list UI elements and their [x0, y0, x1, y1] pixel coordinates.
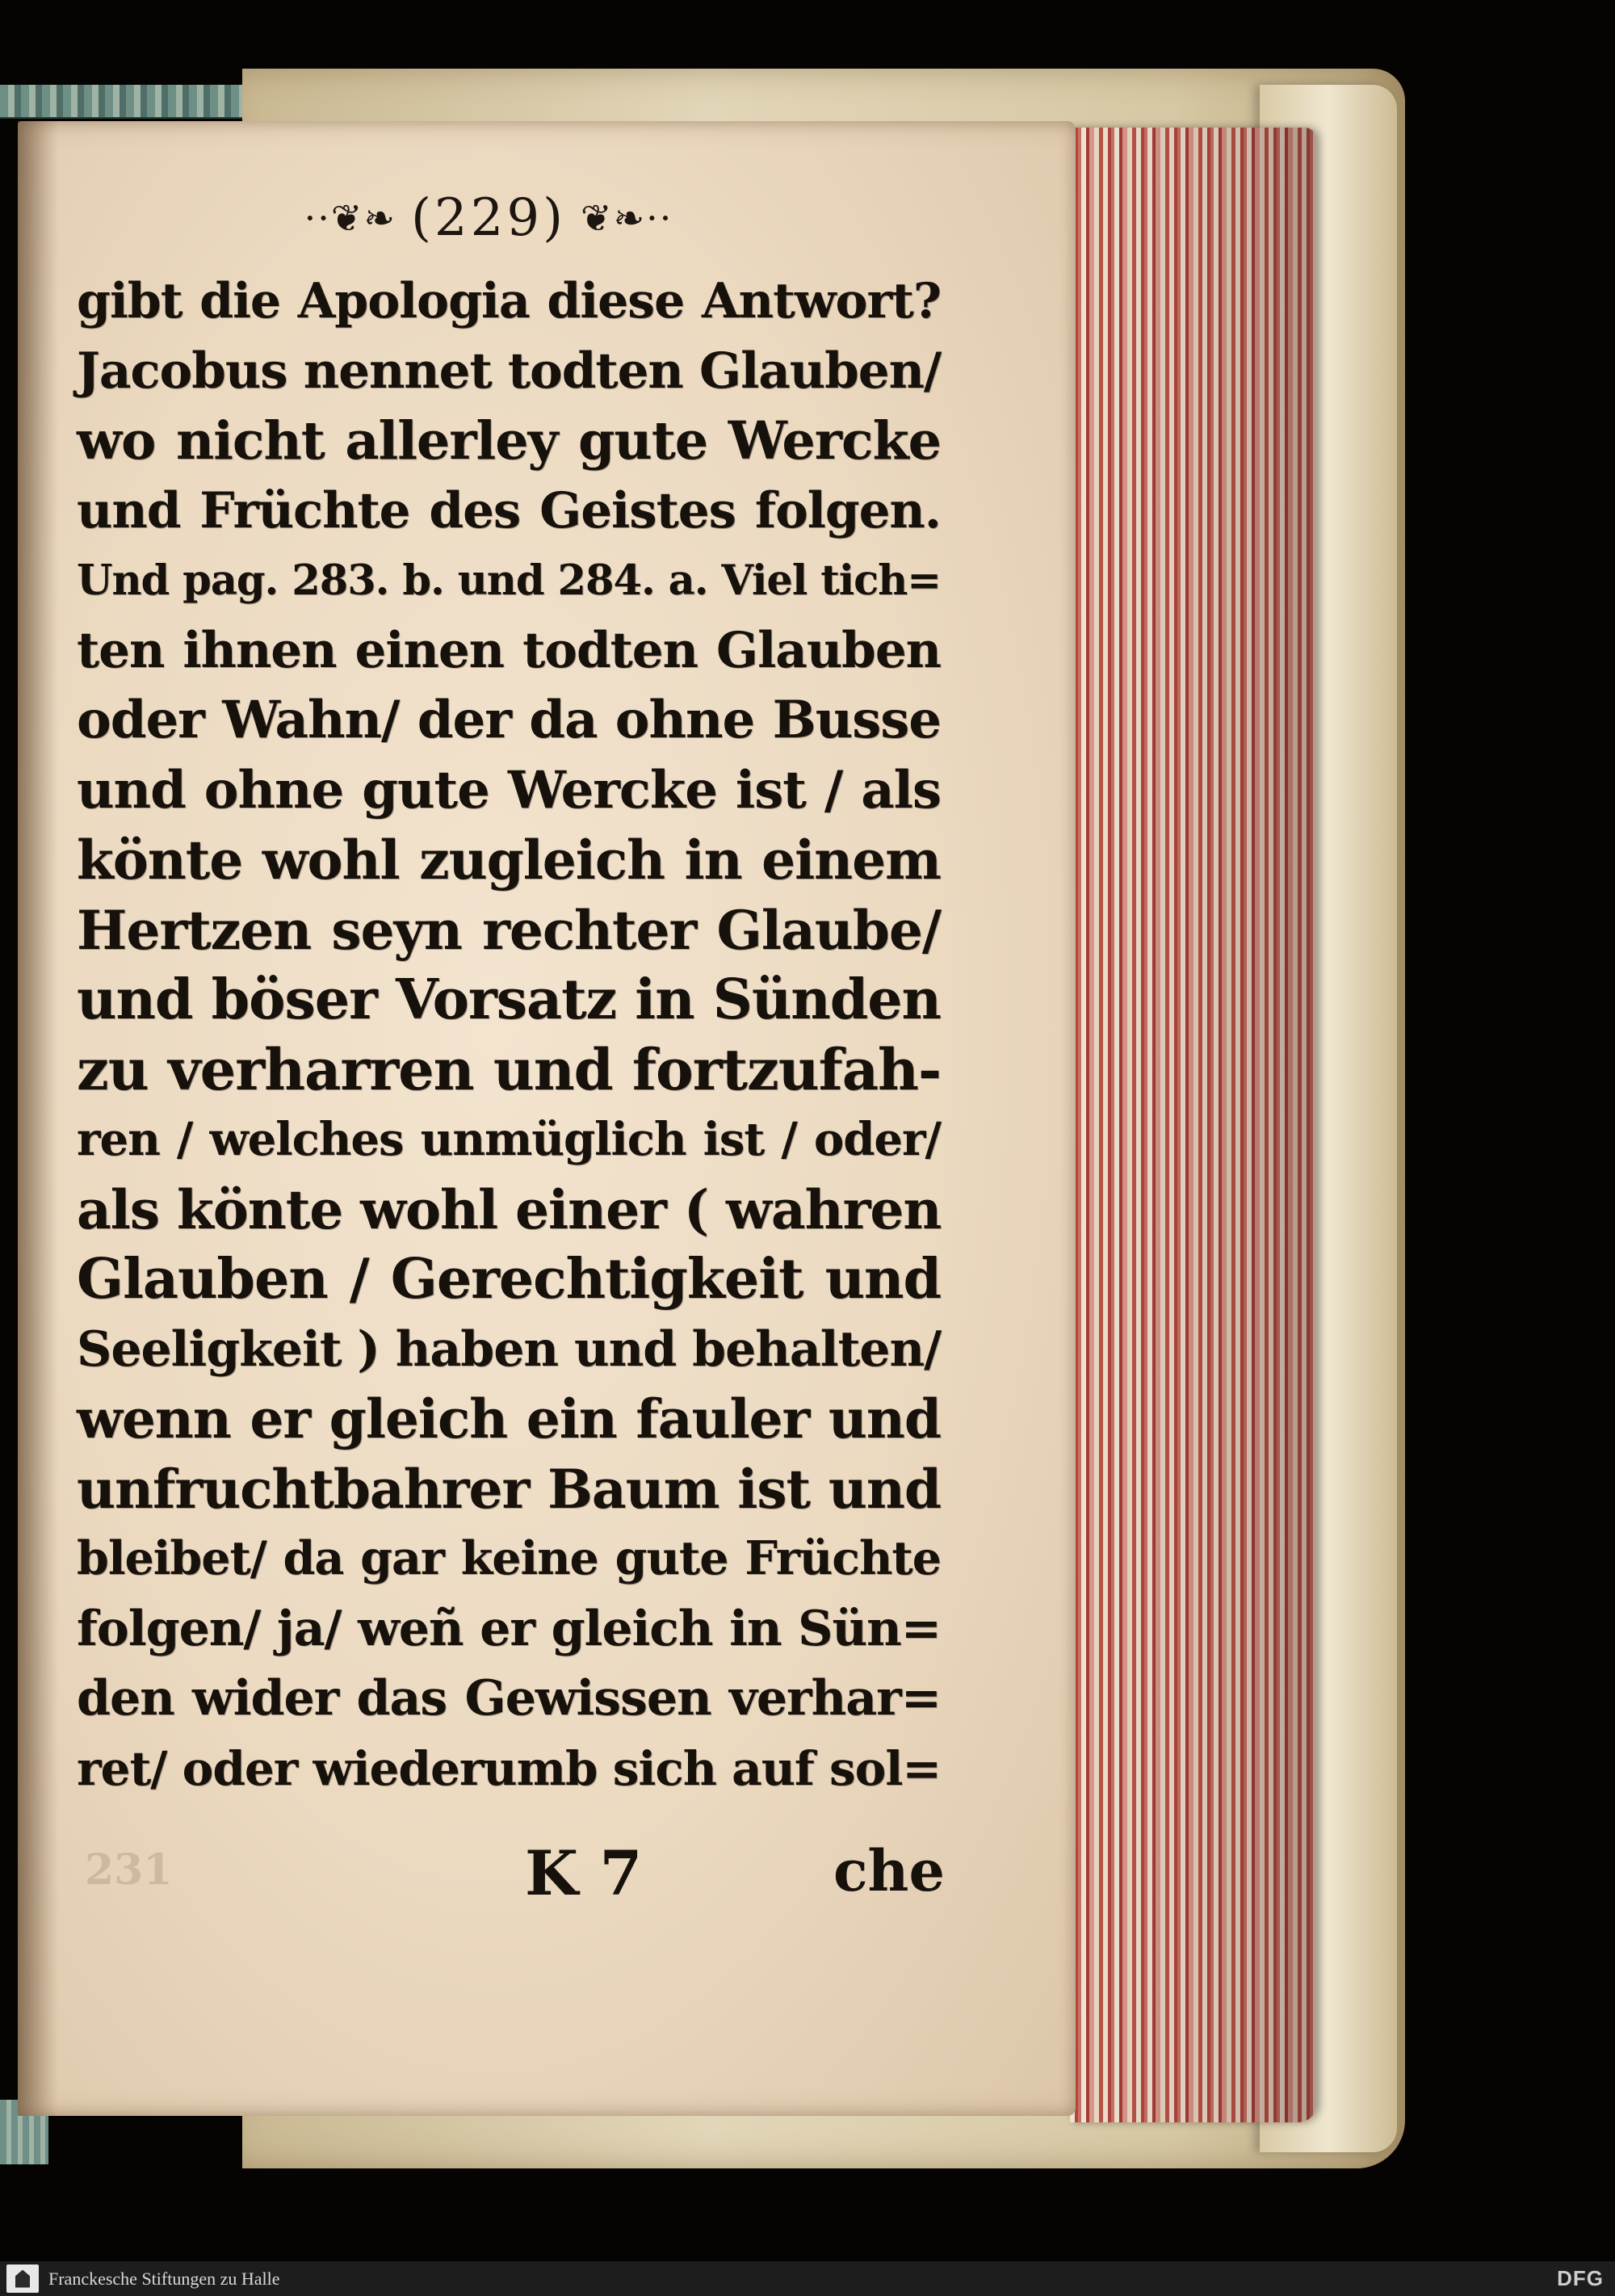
text-line: bleibet/ da gar keine gute Früchte: [77, 1531, 941, 1585]
text-line: oder Wahn/ der da ohne Busse: [77, 690, 941, 750]
text-line: unfruchtbahrer Baum ist und: [77, 1457, 941, 1521]
institution-logo-icon: [6, 2265, 39, 2293]
page-number: (229): [410, 188, 567, 248]
text-line: wenn er gleich ein fauler und: [77, 1387, 941, 1450]
catchword: che: [833, 1837, 945, 1904]
show-through-page-number: 231: [85, 1845, 173, 1895]
text-line: zu verharren und fortzufah-: [77, 1035, 941, 1103]
page-footer: [77, 1837, 945, 1910]
page-header: [287, 186, 690, 250]
text-line: Jacobus nennet todten Glauben/: [77, 342, 942, 400]
ornament-left: ··❦❧: [304, 196, 396, 240]
text-line: ten ihnen einen todten Glauben: [77, 621, 941, 679]
text-line: Seeligkeit ) haben und behalten/: [77, 1320, 941, 1378]
text-line: könte wohl zugleich in einem: [77, 829, 941, 892]
text-line: Glauben / Gerechtigkeit und: [77, 1247, 941, 1312]
text-line: ret/ oder wiederumb sich auf sol=: [77, 1740, 941, 1796]
adjacent-book-spine: [0, 85, 242, 119]
text-line: den wider das Gewissen verhar=: [77, 1670, 941, 1727]
signature-mark: K 7: [525, 1837, 643, 1909]
text-line: und böser Vorsatz in Sünden: [77, 968, 941, 1032]
text-line: und Früchte des Geistes folgen.: [77, 481, 941, 539]
ornament-right: ❦❧··: [581, 196, 673, 240]
text-line: Hertzen seyn rechter Glaube/: [77, 898, 941, 962]
page-fore-edge-shade: [1070, 128, 1316, 2122]
text-block: [77, 267, 941, 1803]
page-gutter-shadow: [18, 121, 58, 2116]
dfg-logo: DFG: [1557, 2266, 1604, 2290]
text-line: Und pag. 283. b. und 284. a. Viel tich=: [77, 556, 941, 605]
credit-bar: [0, 2261, 1615, 2296]
institution-name: Franckesche Stiftungen zu Halle: [48, 2269, 280, 2289]
text-line: gibt die Apologia diese Antwort?: [77, 273, 941, 329]
text-line: als könte wohl einer ( wahren: [77, 1177, 942, 1241]
text-line: folgen/ ja/ weñ er gleich in Sün=: [77, 1600, 941, 1657]
text-line: und ohne gute Wercke ist / als: [77, 759, 941, 821]
text-line: ren / welches unmüglich ist / oder/: [77, 1113, 941, 1166]
text-line: wo nicht allerley gute Wercke: [77, 410, 941, 472]
